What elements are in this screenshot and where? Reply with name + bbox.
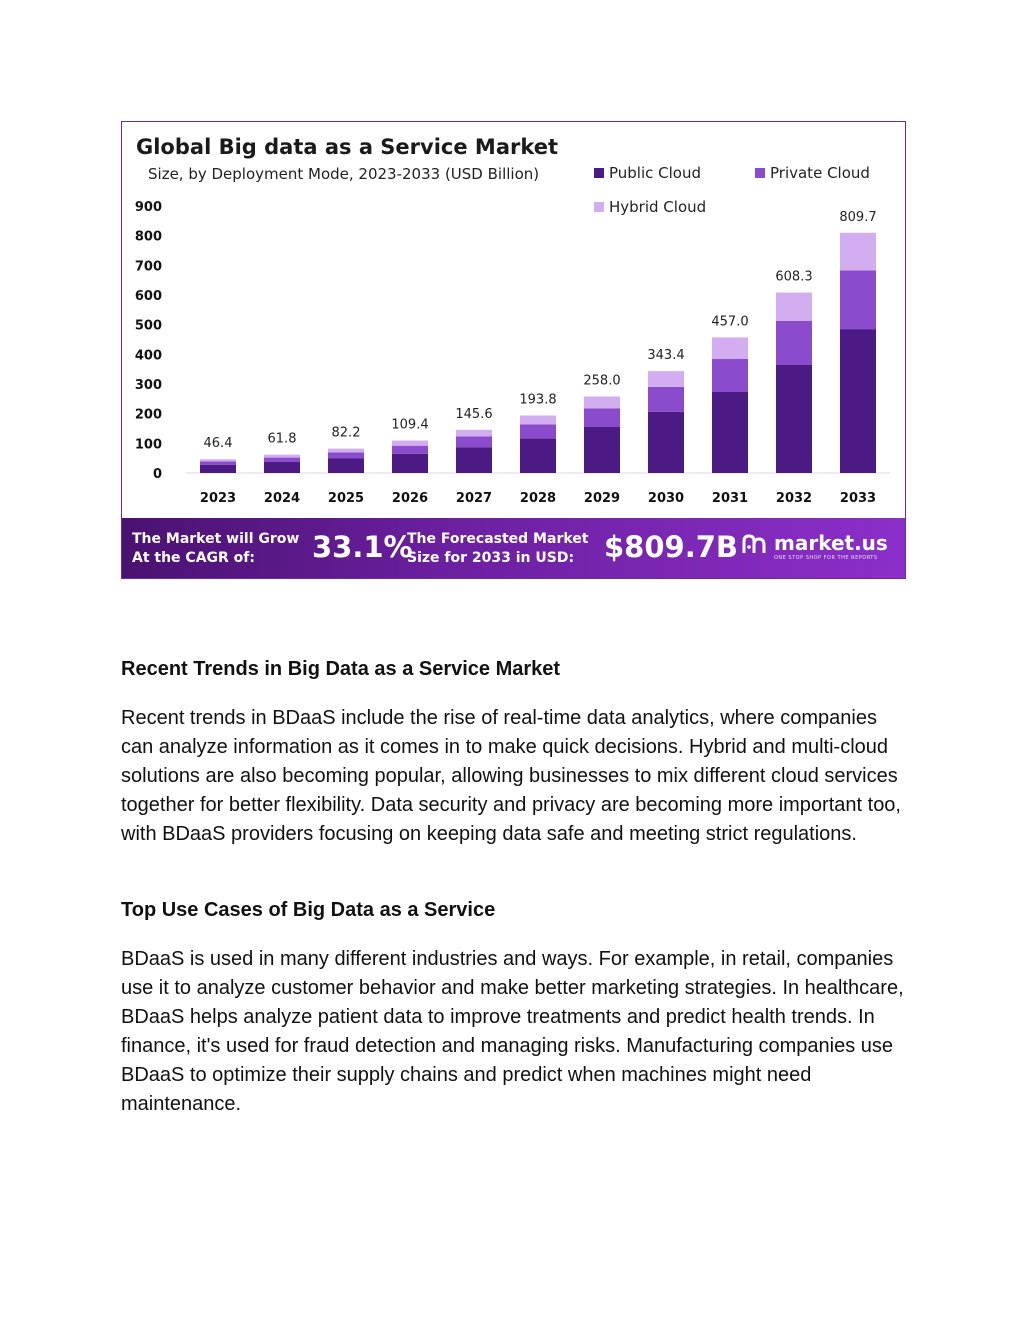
bar-segment bbox=[264, 462, 300, 473]
bar-segment bbox=[840, 233, 876, 271]
legend-swatch bbox=[755, 168, 765, 178]
legend-swatch bbox=[594, 168, 604, 178]
legend-label: Hybrid Cloud bbox=[609, 198, 707, 216]
brand-tagline: ONE STOP SHOP FOR THE REPORTS bbox=[774, 555, 878, 561]
bar-segment bbox=[840, 270, 876, 329]
chart-subtitle: Size, by Deployment Mode, 2023-2033 (USD Billion) bbox=[148, 165, 540, 183]
bar-total-label: 258.0 bbox=[583, 373, 621, 389]
bar-segment bbox=[712, 337, 748, 358]
bar-segment bbox=[584, 408, 620, 427]
bar-total-label: 82.2 bbox=[331, 425, 361, 441]
section-paragraph-trends: Recent trends in BDaaS include the rise of real-time data analytics, where companies can analyze information as it comes in to make quick decisions. Hybrid and multi-cloud solutions are also becoming popular, allowing businesses to mix different cloud services together for better flexibility. Data security and privacy are becoming more important too, with BDaaS providers focusing on keeping data safe and meeting strict regulations. bbox=[121, 707, 901, 845]
x-tick-label: 2024 bbox=[263, 491, 301, 506]
bar-segment bbox=[328, 449, 364, 453]
bars bbox=[200, 210, 877, 473]
x-tick-label: 2030 bbox=[647, 491, 685, 506]
chart-title: Global Big data as a Service Market bbox=[136, 135, 559, 159]
bar-segment bbox=[200, 465, 236, 473]
bar-total-label: 343.4 bbox=[647, 348, 685, 364]
bar-segment bbox=[776, 321, 812, 365]
chart-legend bbox=[594, 164, 870, 216]
bar-segment bbox=[264, 458, 300, 462]
bar-segment bbox=[776, 365, 812, 473]
bar-segment bbox=[520, 424, 556, 438]
bar-total-label: 46.4 bbox=[203, 436, 233, 452]
legend-swatch bbox=[594, 202, 604, 212]
bar-segment bbox=[328, 453, 364, 459]
legend-label: Private Cloud bbox=[770, 164, 870, 182]
bar-segment bbox=[200, 459, 236, 461]
cagr-value: 33.1% bbox=[312, 530, 413, 564]
bar-segment bbox=[456, 430, 492, 437]
bar-total-label: 109.4 bbox=[391, 417, 429, 433]
x-tick-label: 2033 bbox=[839, 491, 877, 506]
y-tick-label: 700 bbox=[134, 259, 162, 275]
legend-label: Public Cloud bbox=[609, 164, 702, 182]
brand-name: market.us bbox=[774, 531, 888, 555]
market-us-logo-icon bbox=[742, 533, 768, 555]
y-tick-label: 900 bbox=[134, 200, 162, 215]
cagr-label: The Market will Grow At the CAGR of: bbox=[132, 531, 300, 566]
bar-segment bbox=[200, 461, 236, 464]
bar-segment bbox=[840, 329, 876, 473]
y-tick-label: 400 bbox=[134, 348, 162, 364]
x-axis bbox=[200, 491, 876, 506]
bar-segment bbox=[648, 412, 684, 473]
y-tick-label: 0 bbox=[152, 467, 162, 482]
bar-total-label: 61.8 bbox=[267, 431, 297, 447]
bar-segment bbox=[392, 454, 428, 473]
bar-segment bbox=[712, 392, 748, 473]
bar-total-label: 457.0 bbox=[711, 314, 749, 330]
bar-segment bbox=[584, 427, 620, 473]
y-tick-label: 300 bbox=[134, 378, 162, 393]
bar-segment bbox=[456, 437, 492, 448]
bar-segment bbox=[456, 447, 492, 473]
section-heading-use-cases: Top Use Cases of Big Data as a Service bbox=[121, 899, 496, 921]
y-tick-label: 100 bbox=[134, 437, 162, 453]
forecast-value: $809.7B bbox=[604, 530, 739, 564]
x-tick-label: 2032 bbox=[775, 491, 813, 506]
bar-total-label: 145.6 bbox=[455, 406, 493, 422]
summary-banner bbox=[122, 518, 905, 579]
bar-total-label: 193.8 bbox=[519, 392, 557, 408]
y-tick-label: 200 bbox=[134, 407, 162, 423]
bar-segment bbox=[392, 446, 428, 454]
stacked-bar-chart bbox=[122, 122, 905, 518]
x-tick-label: 2029 bbox=[583, 491, 621, 506]
x-tick-label: 2026 bbox=[391, 491, 429, 506]
section-paragraph-use-cases: BDaaS is used in many different industries and ways. For example, in retail, companies use it to analyze customer behavior and make better marketing strategies. In healthcare, BDaaS helps analyze patient data to improve treatments and predict health trends. In finance, it's used for fraud detection and managing risks. Manufacturing companies use BDaaS to optimize their supply chains and predict when machines might need maintenance. bbox=[121, 948, 904, 1115]
x-tick-label: 2025 bbox=[327, 491, 365, 506]
bar-segment bbox=[712, 359, 748, 392]
bar-segment bbox=[648, 371, 684, 387]
bar-segment bbox=[392, 441, 428, 446]
bar-segment bbox=[328, 458, 364, 473]
x-tick-label: 2028 bbox=[519, 491, 557, 506]
bar-total-label: 809.7 bbox=[839, 209, 877, 225]
bar-segment bbox=[776, 293, 812, 321]
y-tick-label: 500 bbox=[134, 318, 162, 334]
bar-segment bbox=[648, 387, 684, 412]
market-infographic bbox=[121, 121, 906, 579]
forecast-label: The Forecasted Market Size for 2033 in USD: bbox=[407, 531, 589, 566]
bar-segment bbox=[584, 396, 620, 408]
y-tick-label: 800 bbox=[134, 229, 162, 245]
x-tick-label: 2023 bbox=[199, 491, 237, 506]
bar-segment bbox=[264, 455, 300, 458]
bar-total-label: 608.3 bbox=[775, 269, 813, 285]
section-heading-trends: Recent Trends in Big Data as a Service Market bbox=[121, 658, 561, 680]
x-tick-label: 2027 bbox=[455, 491, 493, 506]
y-tick-label: 600 bbox=[134, 289, 162, 304]
bar-segment bbox=[520, 416, 556, 425]
bar-segment bbox=[520, 439, 556, 473]
x-tick-label: 2031 bbox=[711, 491, 749, 506]
